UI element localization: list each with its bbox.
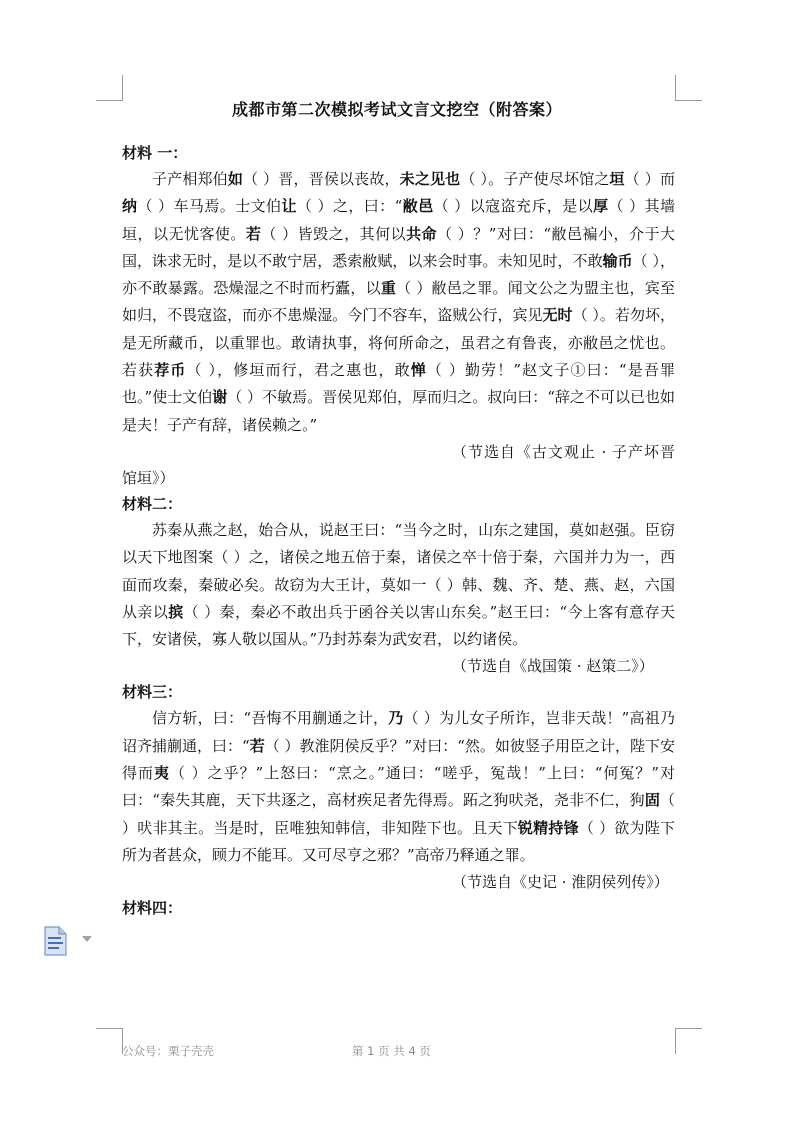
keyword: 荐币: [154, 361, 187, 380]
source-citation: （节选自《战国策 · 赵策二》）: [452, 657, 654, 676]
document-lines-icon-graphic: [44, 926, 68, 956]
section-paragraph: 苏秦从燕之赵，始合从，说赵王曰：“当今之时，山东之建国，莫如赵强。臣窃以天下地图案（ ）之，诸侯之地五倍于秦，诸侯之卒十倍于秦，六国并力为一，西面而攻秦，秦破必矣。故窃为大王计，莫如一（ ）韩、魏、齐、楚、燕、赵，六国从亲以摈（ ）秦，秦必不敢出兵于函谷关以害山东矣。”赵王曰：“今上客有意存天下，安诸侯，寡人敬以国从。”乃封苏秦为武安君，以约诸侯。: [122, 520, 675, 649]
keyword: 惮: [410, 361, 427, 380]
section-material-1: [122, 140, 675, 491]
keyword: 如: [227, 170, 244, 188]
document-body[interactable]: [122, 140, 675, 921]
keyword: 锐精持锋: [517, 818, 579, 837]
keyword: 乃: [388, 709, 404, 728]
section-heading: 材料四：: [122, 899, 183, 918]
crop-mark-bottom-left-h: [96, 1028, 123, 1029]
keyword: 夷: [153, 764, 170, 783]
crop-mark-bottom-right-h: [675, 1028, 702, 1029]
chevron-down-icon[interactable]: [82, 936, 92, 942]
keyword: 厚: [593, 197, 609, 216]
crop-mark-bottom-right-v: [675, 1028, 676, 1054]
section-heading: 材料二：: [122, 494, 183, 513]
keyword: 输币: [602, 251, 633, 270]
section-paragraph: 信方斩，曰：“吾悔不用蒯通之计，乃（ ）为儿女子所诈，岂非天哉！”高祖乃诏齐捕蒯通，曰：“若（ ）教淮阴侯反乎？”对曰：“然。如彼竖子用臣之计，陛下安得而夷（ ）之乎？”上怒曰：“烹之。”通曰：“嗟乎，冤哉！”上曰：“何冤？”对曰：“秦失其鹿，天下共逐之，高材疾足者先得焉。跖之狗吠尧，尧非不仁，狗固（ ）吠非其主。当是时，臣唯独知韩信，非知陛下也。且天下锐精持锋（ ）欲为陛下所为者甚众，顾力不能耳。又可尽亨之邪？”高帝乃释通之罪。: [122, 709, 675, 864]
keyword: 未之见也: [399, 170, 461, 188]
keyword: 纳: [122, 197, 138, 216]
keyword: 重: [380, 279, 397, 298]
section-material-4: [122, 895, 675, 921]
document-title: 成都市第二次模拟考试文言文挖空（附答案）: [231, 100, 562, 119]
source-citation: （节选自《古文观止 · 子产坏晋馆垣》）: [122, 442, 675, 487]
keyword: 共命: [406, 224, 438, 243]
section-paragraph: 子产相郑伯如（ ）晋，晋侯以丧故，未之见也（ ）。子产使尽坏馆之垣（ ）而纳（ ）车马焉。士文伯让（ ）之，曰：“敝邑（ ）以寇盗充斥，是以厚（ ）其墙垣，以无忧客使。若（ ）皆毁之，其何以共命（ ）？”对曰：“敝邑褊小，介于大国，诛求无时，是以不敢宁居，悉索敝赋，以来会时事。未知见时，不敢输币（ ），亦不敢暴露。恐燥湿之不时而朽蠹，以重（ ）敝邑之罪。闻文公之为盟主也，宾至如归，不畏寇盗，而亦不患燥湿。今门不容车，盗贼公行，宾见无时（ ）。若勿坏，是无所藏币，以重罪也。敢请执事，将何所命之，虽君之有鲁丧，亦敝邑之忧也。若获荐币（ ），修垣而行，君之惠也，敢惮（ ）勤劳！”赵文子①曰：“是吾罪也。”使士文伯谢（ ）不敏焉。晋侯见郑伯，厚而归之。叔向曰：“辞之不可以已也如是夫！子产有辞，诸侯赖之。”: [122, 170, 675, 434]
section-heading: 材料 一：: [122, 144, 188, 162]
keyword: 固: [644, 791, 660, 810]
source-citation: （节选自《史记 · 淮阴侯列传》）: [452, 873, 669, 892]
keyword: 让: [281, 197, 297, 216]
page-number: 第 1 页 共 4 页: [352, 1044, 431, 1058]
keyword: 若: [245, 224, 262, 243]
document-lines-icon[interactable]: [44, 926, 68, 956]
section-heading: 材料三：: [122, 683, 183, 702]
keyword: 摈: [168, 602, 184, 621]
keyword: 敝邑: [402, 197, 434, 216]
keyword: 若: [249, 736, 265, 755]
keyword: 垣: [609, 170, 625, 188]
keyword: 谢: [212, 388, 228, 407]
section-material-2: [122, 491, 675, 679]
footer-left: 公众号：栗子壳壳: [122, 1044, 214, 1058]
section-material-3: [122, 679, 675, 895]
keyword: 无时: [542, 306, 573, 325]
